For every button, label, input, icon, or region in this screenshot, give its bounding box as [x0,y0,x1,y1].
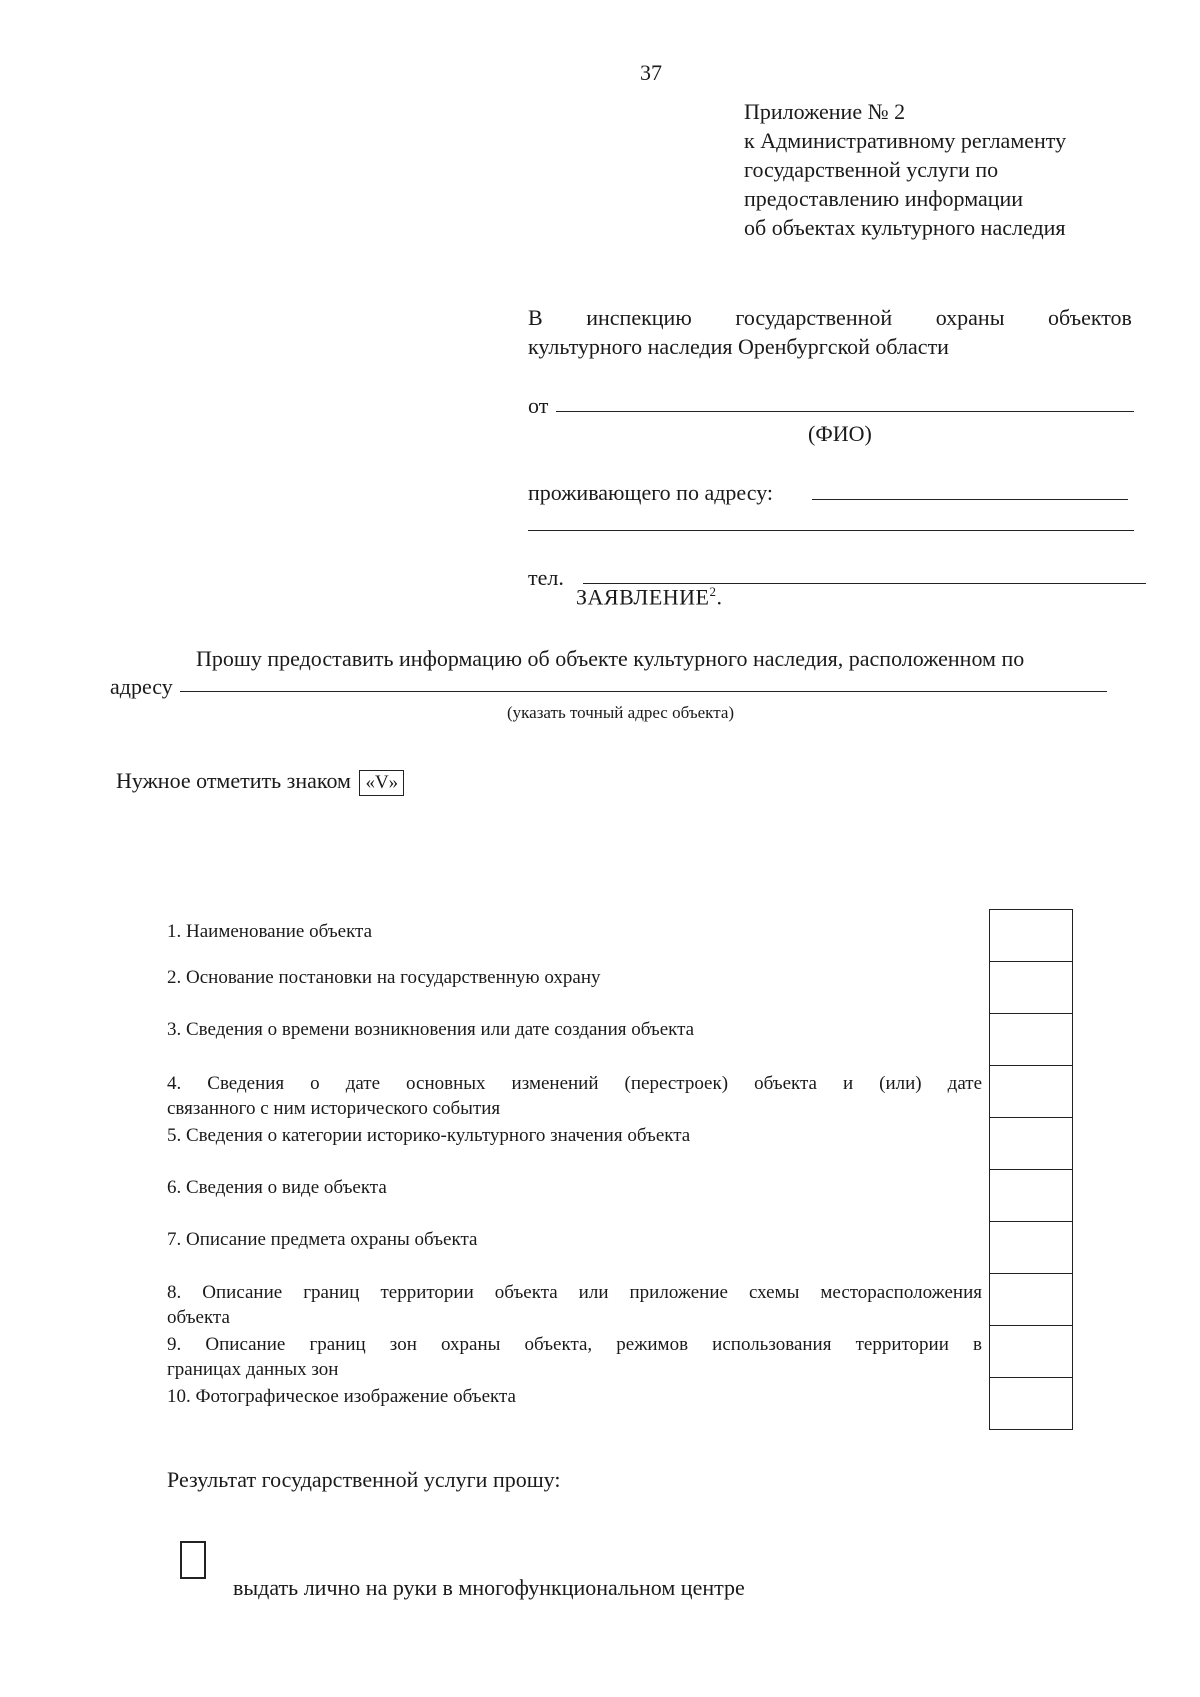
appendix-line: к Административному регламенту [744,128,1067,153]
item-checkbox[interactable] [990,1118,1072,1170]
from-label: от [528,393,549,418]
list-item-multiline [167,1332,982,1382]
list-item: 6. Сведения о виде объекта [167,1177,387,1198]
list-item-multiline [167,1280,982,1330]
item-checkbox[interactable] [990,1014,1072,1066]
request-address-row [110,673,1122,701]
request-paragraph [110,645,1122,701]
list-item: 5. Сведения о категории историко-культурного значения объекта [167,1125,691,1146]
item-checkbox[interactable] [990,1170,1072,1222]
appendix-header [744,97,1066,242]
request-address-label: адресу [110,674,173,699]
appendix-line: государственной услуги по [744,157,999,182]
addressee-word: охраны [935,305,1005,330]
item-checkbox[interactable] [990,1066,1072,1118]
address-hint: (указать точный адрес объекта) [507,703,735,722]
fio-caption: (ФИО) [808,421,872,446]
list-item: 1. Наименование объекта [167,921,373,942]
list-item: 10. Фотографическое изображение объекта [167,1386,516,1407]
object-address-input-line[interactable] [180,691,1107,692]
request-text: Прошу предоставить информацию об объекте культурного наследия, расположенном по [196,646,1025,671]
fio-input-line[interactable] [556,411,1134,412]
mark-symbol-box: «V» [359,770,404,796]
item-checkbox[interactable] [990,1222,1072,1274]
title-text: ЗАЯВЛЕНИЕ [576,584,710,610]
list-item: 2. Основание постановки на государственную охрану [167,967,601,988]
appendix-line: предоставлению информации [744,186,1024,211]
list-item-line: границах данных зон [167,1359,339,1380]
item-checkbox[interactable] [990,1378,1072,1429]
list-item-line: 4. Сведения о дате основных изменений (перестроек) объекта и (или) дате [167,1073,982,1094]
item-checkbox[interactable] [990,910,1072,962]
address-label: проживающего по адресу: [528,480,774,505]
list-item: 3. Сведения о времени возникновения или дате создания объекта [167,1019,695,1040]
appendix-line: об объектах культурного наследия [744,215,1066,240]
phone-label: тел. [528,565,564,590]
result-option-checkbox[interactable] [180,1541,206,1579]
result-label: Результат государственной услуги прошу: [167,1467,561,1492]
list-item-line: 8. Описание границ территории объекта или приложение схемы месторасположения [167,1282,982,1303]
list-item-line: 9. Описание границ зон охраны объекта, режимов использования территории в [167,1334,982,1355]
addressee-block [528,303,1132,361]
addressee-line-2: культурного наследия Оренбургской области [528,334,949,359]
item-checkbox[interactable] [990,1274,1072,1326]
address-input-line-2[interactable] [528,530,1134,531]
checkbox-column [989,909,1073,1430]
page-number: 37 [640,60,662,85]
list-item: 7. Описание предмета охраны объекта [167,1229,478,1250]
address-input-line-1[interactable] [812,499,1128,500]
document-title [576,584,723,610]
mark-label: Нужное отметить знаком [116,768,351,793]
list-item-line: объекта [167,1307,230,1328]
list-item-multiline [167,1071,982,1121]
addressee-word: В [528,305,543,330]
addressee-word: государственной [735,305,893,330]
result-option-label: выдать лично на руки в многофункциональном центре [233,1575,745,1600]
item-checkbox[interactable] [990,1326,1072,1378]
appendix-line: Приложение № 2 [744,99,906,124]
list-item-line: связанного с ним исторического события [167,1098,501,1119]
item-checkbox[interactable] [990,962,1072,1014]
title-suffix: . [716,584,723,610]
mark-instruction [116,768,404,796]
addressee-word: инспекцию [586,305,692,330]
addressee-line-1 [528,303,1132,332]
addressee-word: объектов [1048,305,1132,330]
title-footnote: 2 [709,584,717,599]
